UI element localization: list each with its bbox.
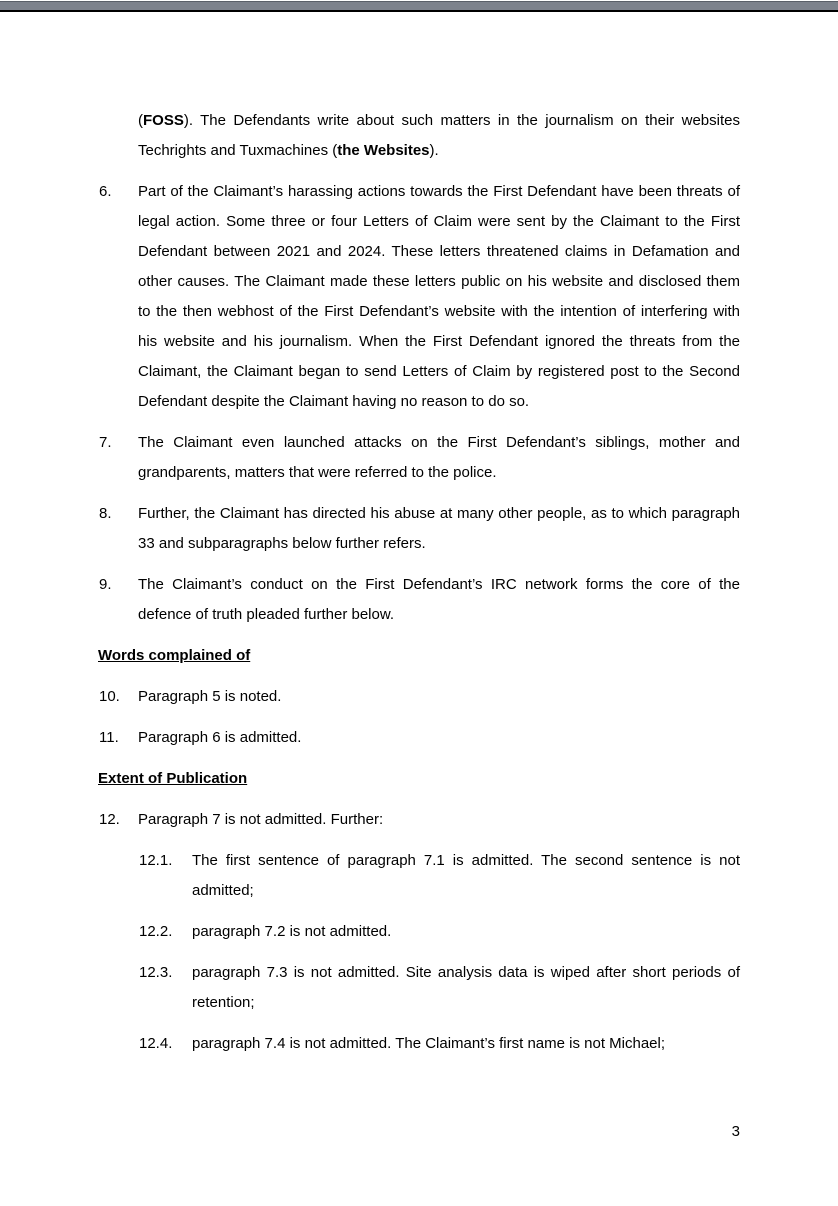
paragraph-text: Paragraph 5 is noted. xyxy=(138,688,282,705)
paragraph-text: The Claimant even launched attacks on the First Defendant’s siblings, mother and grandparents, matters that were referred to the police. xyxy=(138,434,740,481)
paragraph xyxy=(0,499,838,559)
subparagraph xyxy=(0,1029,838,1059)
section-heading xyxy=(0,641,838,671)
paragraph-number: 7. xyxy=(99,434,112,451)
paragraph xyxy=(0,805,838,835)
defined-term-the-websites: the Websites xyxy=(337,142,430,159)
paragraph-text: Paragraph 7 is not admitted. Further: xyxy=(138,811,384,828)
section-heading-label: Extent of Publication xyxy=(98,770,248,787)
paragraph-continuation xyxy=(0,106,838,166)
paragraph-text: Part of the Claimant’s harassing actions towards the First Defendant have been threats of legal action. Some three or four Letters of Claim were sent by the Claimant to the First Defendant between 2021 and 2024. These letters threatened claims in Defamation and other causes. The Claimant made these letters public on his website and disclosed them to the then webhost of the First Defendant’s website with the intention of interfering with his website and his journalism. When the First Defendant ignored the threats from the Claimant, the Claimant began to send Letters of Claim by registered post to the Second Defendant despite the Claimant having no reason to do so. xyxy=(138,183,740,410)
paragraph-number: 11. xyxy=(99,729,119,746)
subparagraph-number: 12.3. xyxy=(139,964,173,981)
subparagraph-number: 12.4. xyxy=(139,1035,173,1052)
subparagraph-text: The first sentence of paragraph 7.1 is admitted. The second sentence is not admitted; xyxy=(192,852,740,899)
defined-term-foss: FOSS xyxy=(143,112,184,129)
paragraph-number: 12. xyxy=(99,811,120,828)
section-heading xyxy=(0,764,838,794)
paragraph-text xyxy=(138,106,740,166)
paragraph-number: 8. xyxy=(99,505,112,522)
paragraph-text-prefix: ( xyxy=(138,112,143,129)
subparagraph-number: 12.2. xyxy=(139,923,173,940)
subparagraph-text: paragraph 7.2 is not admitted. xyxy=(192,923,392,940)
paragraph xyxy=(0,428,838,488)
paragraph xyxy=(0,570,838,630)
subparagraph xyxy=(0,958,838,1018)
subparagraph-text: paragraph 7.3 is not admitted. Site analysis data is wiped after short periods of retention; xyxy=(192,964,740,1011)
paragraph-number: 6. xyxy=(99,183,112,200)
subparagraph-number: 12.1. xyxy=(139,852,173,869)
paragraph-number: 10. xyxy=(99,688,120,705)
paragraph xyxy=(0,177,838,417)
page-number: 3 xyxy=(731,1123,740,1140)
section-heading-label: Words complained of xyxy=(98,647,251,664)
paragraph-text: Paragraph 6 is admitted. xyxy=(138,729,302,746)
paragraph-text: The Claimant’s conduct on the First Defendant’s IRC network forms the core of the defence of truth pleaded further below. xyxy=(138,576,740,623)
paragraph-text-suffix: ). xyxy=(429,142,439,159)
subparagraph xyxy=(0,917,838,947)
document-body xyxy=(0,12,838,1070)
paragraph-text-middle: ). The Defendants write about such matters in the journalism on their websites Techrights and Tuxmachines ( xyxy=(138,112,740,159)
paragraph xyxy=(0,723,838,753)
subparagraph-text: paragraph 7.4 is not admitted. The Claimant’s first name is not Michael; xyxy=(192,1035,666,1052)
document-page xyxy=(0,12,838,1206)
subparagraph xyxy=(0,846,838,906)
paragraph xyxy=(0,682,838,712)
paragraph-text: Further, the Claimant has directed his abuse at many other people, as to which paragraph 33 and subparagraphs below further refers. xyxy=(138,505,740,552)
viewer-chrome-bar xyxy=(0,0,838,12)
paragraph-number: 9. xyxy=(99,576,112,593)
